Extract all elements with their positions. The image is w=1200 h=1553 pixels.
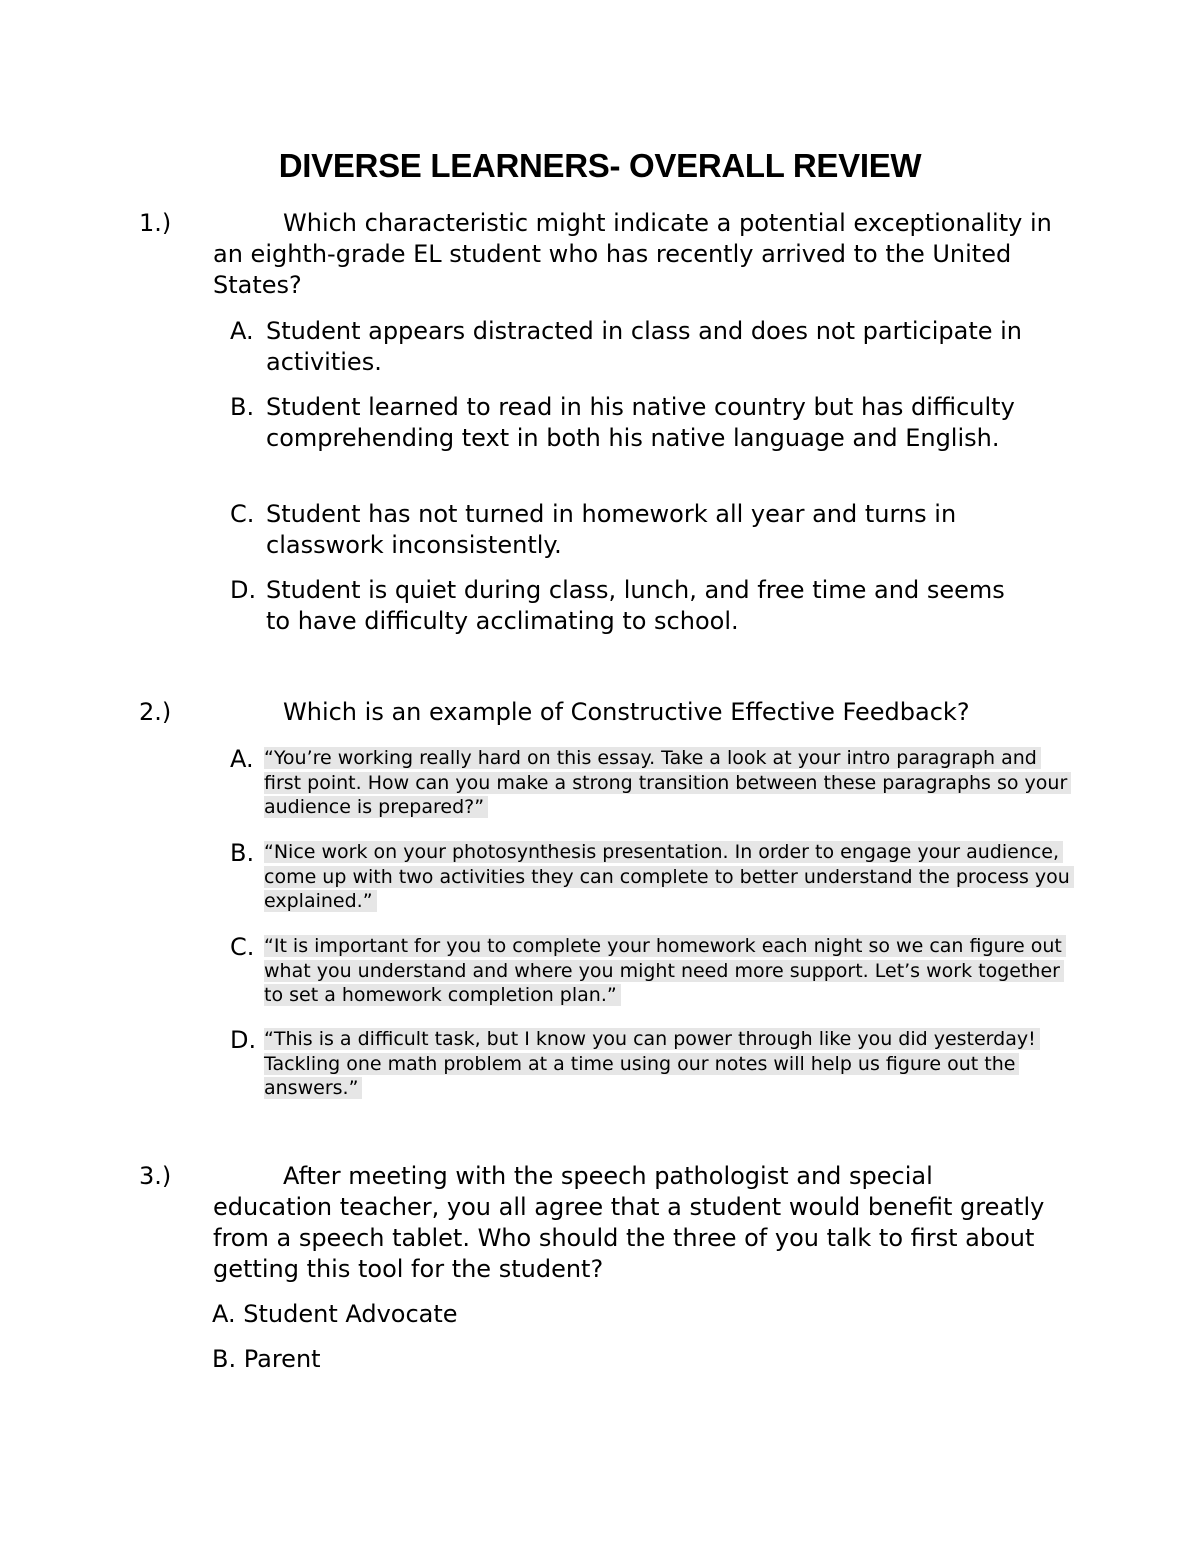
question-2-body [139,697,1076,728]
question-1-option-d [230,575,1030,637]
option-text: Student appears distracted in class and does not participate in activities. [266,317,1022,376]
question-1-option-a [230,316,1030,378]
question-text: After meeting with the speech pathologist and special education teacher, you all agree that a student would benefit greatly from a speech tablet. Who should the three of you talk to first about getting this tool for the student? [213,1162,1045,1283]
option-letter: A. [230,745,254,773]
question-1-option-c [230,499,1030,561]
question-3-option-b [212,1344,321,1375]
question-3 [139,1161,1056,1285]
option-text: Parent [243,1345,321,1373]
option-letter: A. [212,1300,236,1328]
question-text: Which is an example of Constructive Effective Feedback? [283,698,970,726]
option-letter: B. [230,393,255,421]
option-text: “This is a difficult task, but I know you can power through like you did yesterday! Tackling one math problem at a time using our notes will help us figure out the answers.” [264,1028,1040,1099]
question-2-option-d [230,1027,1070,1101]
option-letter: C. [230,500,255,528]
page-title: DIVERSE LEARNERS- OVERALL REVIEW [278,147,922,184]
option-letter: B. [230,839,255,867]
question-2-option-a [230,746,1070,820]
question-1 [139,208,1056,301]
question-number: 3.) [139,1162,172,1190]
option-text: Student is quiet during class, lunch, and free time and seems to have difficulty acclimating to school. [266,576,1005,635]
question-1-body [139,208,1056,301]
option-text: “Nice work on your photosynthesis presentation. In order to engage your audience, come up with two activities they can complete to better understand the process you explained.” [264,841,1074,912]
question-3-option-a [212,1299,458,1330]
option-text: Student learned to read in his native country but has difficulty comprehending text in both his native language and English. [266,393,1015,452]
option-text: Student Advocate [243,1300,458,1328]
question-1-option-b [230,392,1030,454]
option-text: “It is important for you to complete your homework each night so we can figure out what you understand and where you might need more support. Let’s work together to set a homework completion plan.” [264,935,1066,1006]
option-letter: D. [230,1026,257,1054]
question-number: 2.) [139,698,172,726]
question-text: Which characteristic might indicate a potential exceptionality in an eighth-grade EL student who has recently arrived to the United States? [213,209,1052,299]
question-3-body [139,1161,1056,1285]
option-letter: C. [230,933,255,961]
option-letter: A. [230,317,254,345]
option-letter: D. [230,576,257,604]
question-2-option-c [230,934,1070,1008]
option-text: “You’re working really hard on this essay. Take a look at your intro paragraph and first point. How can you make a strong transition between these paragraphs so your audience is prepared?” [264,747,1071,818]
option-letter: B. [212,1345,237,1373]
question-2 [139,697,1076,728]
option-text: Student has not turned in homework all year and turns in classwork inconsistently. [266,500,957,559]
question-number: 1.) [139,209,172,237]
question-2-option-b [230,840,1070,914]
